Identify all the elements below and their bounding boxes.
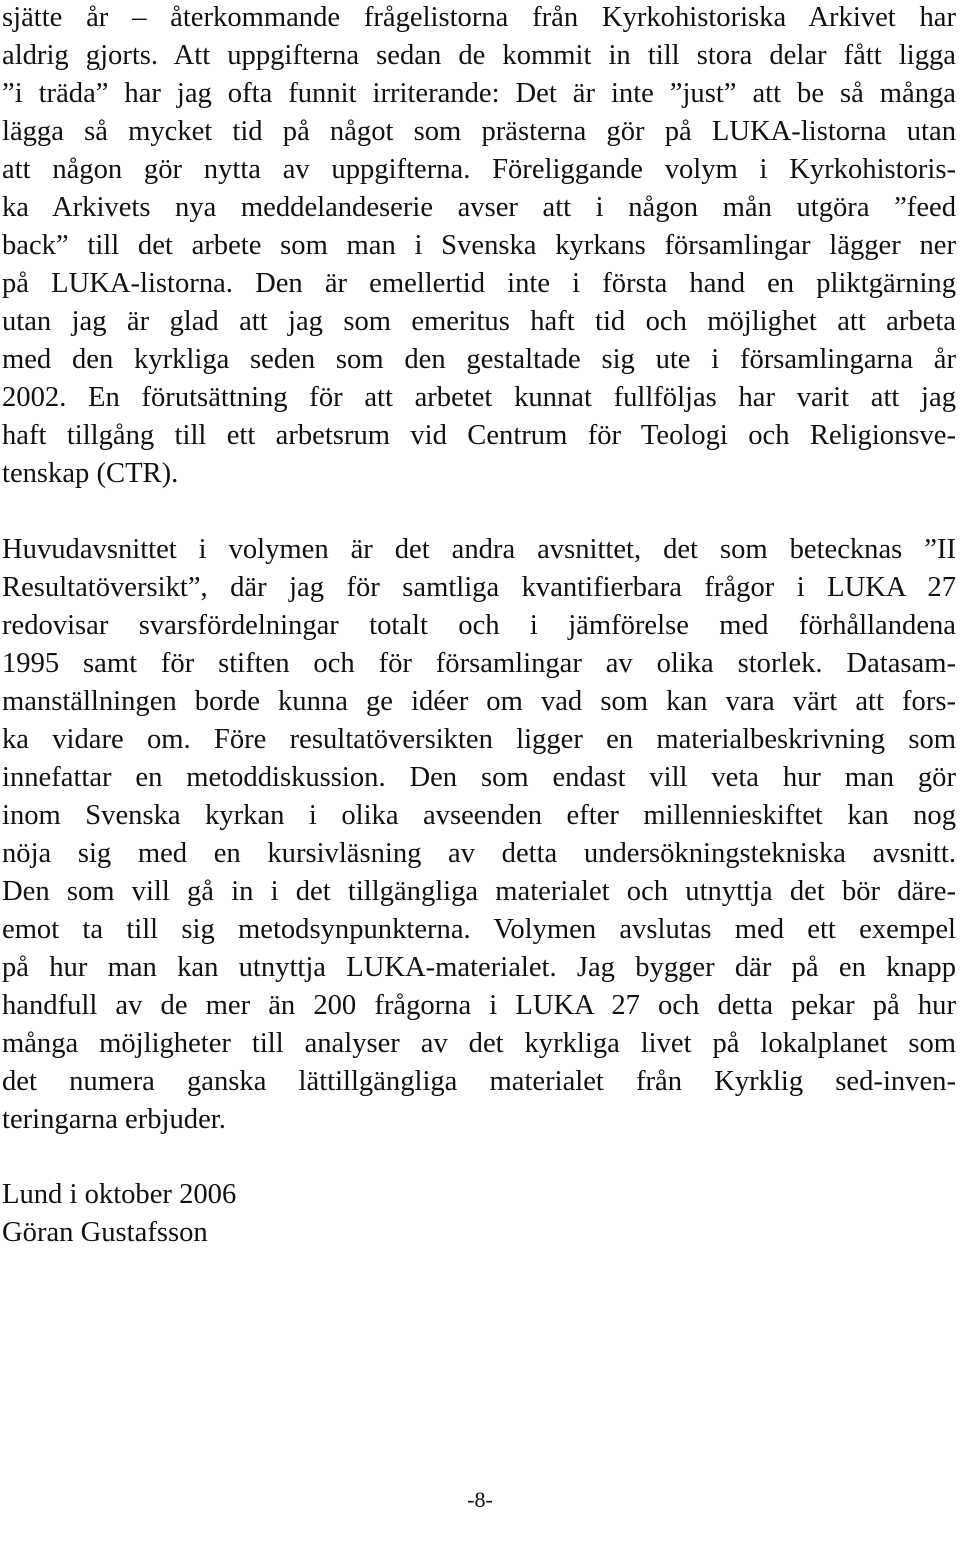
text-line: 1995 samt för stiften och för församlingar av olika storlek. Datasam- <box>2 648 956 679</box>
text-line: på hur man kan utnyttja LUKA-materialet. Jag bygger där på en knapp <box>2 952 956 983</box>
text-line: nöja sig med en kursivläsning av detta undersökningstekniska avsnitt. <box>2 838 956 869</box>
text-line: emot ta till sig metodsynpunkterna. Volymen avslutas med ett exempel <box>2 914 956 945</box>
text-line: Den som vill gå in i det tillgängliga materialet och utnyttja det bör däre- <box>2 876 956 907</box>
text-line: på LUKA-listorna. Den är emellertid inte i första hand en pliktgärning <box>2 268 956 299</box>
text-line: haft tillgång till ett arbetsrum vid Centrum för Teologi och Religionsve- <box>2 420 956 451</box>
text-line: back” till det arbete som man i Svenska kyrkans församlingar lägger ner <box>2 230 956 261</box>
text-line: ”i träda” har jag ofta funnit irriterande: Det är inte ”just” att be så många <box>2 78 956 109</box>
text-line: inom Svenska kyrkan i olika avseenden efter millennieskiftet kan nog <box>2 800 956 831</box>
page-number: -8- <box>467 1487 493 1512</box>
paragraph-2 <box>2 531 956 1139</box>
text-line: 2002. En förutsättning för att arbetet kunnat fullföljas har varit att jag <box>2 382 956 413</box>
text-line: aldrig gjorts. Att uppgifterna sedan de kommit in till stora delar fått ligga <box>2 40 956 71</box>
text-line: ka vidare om. Före resultatöversikten ligger en materialbeskrivning som <box>2 724 956 755</box>
author-name: Göran Gustafsson <box>2 1217 208 1248</box>
paragraph-1 <box>2 0 956 493</box>
text-line: sjätte år – återkommande frågelistorna från Kyrkohistoriska Arkivet har <box>2 2 956 33</box>
text-line: handfull av de mer än 200 frågorna i LUKA 27 och detta pekar på hur <box>2 990 956 1021</box>
text-line: Huvudavsnittet i volymen är det andra avsnittet, det som betecknas ”II <box>2 534 956 565</box>
text-line: innefattar en metoddiskussion. Den som endast vill veta hur man gör <box>2 762 956 793</box>
text-line: Resultatöversikt”, där jag för samtliga kvantifierbara frågor i LUKA 27 <box>2 572 956 603</box>
text-line: att någon gör nytta av uppgifterna. Föreliggande volym i Kyrkohistoris- <box>2 154 956 185</box>
signature-block <box>2 1176 236 1252</box>
text-line: tenskap (CTR). <box>2 458 179 489</box>
text-line: lägga så mycket tid på något som prästerna gör på LUKA-listorna utan <box>2 116 956 147</box>
text-line: utan jag är glad att jag som emeritus haft tid och möjlighet att arbeta <box>2 306 956 337</box>
text-line: med den kyrkliga seden som den gestaltade sig ute i församlingarna år <box>2 344 956 375</box>
place-date: Lund i oktober 2006 <box>2 1179 237 1210</box>
text-line: teringarna erbjuder. <box>2 1104 226 1135</box>
text-line: ka Arkivets nya meddelandeserie avser att i någon mån utgöra ”feed <box>2 192 956 223</box>
text-line: det numera ganska lättillgängliga materialet från Kyrklig sed-inven- <box>2 1066 956 1097</box>
text-line: manställningen borde kunna ge idéer om vad som kan vara värt att fors- <box>2 686 956 717</box>
text-line: redovisar svarsfördelningar totalt och i jämförelse med förhållandena <box>2 610 956 641</box>
text-line: många möjligheter till analyser av det kyrkliga livet på lokalplanet som <box>2 1028 956 1059</box>
